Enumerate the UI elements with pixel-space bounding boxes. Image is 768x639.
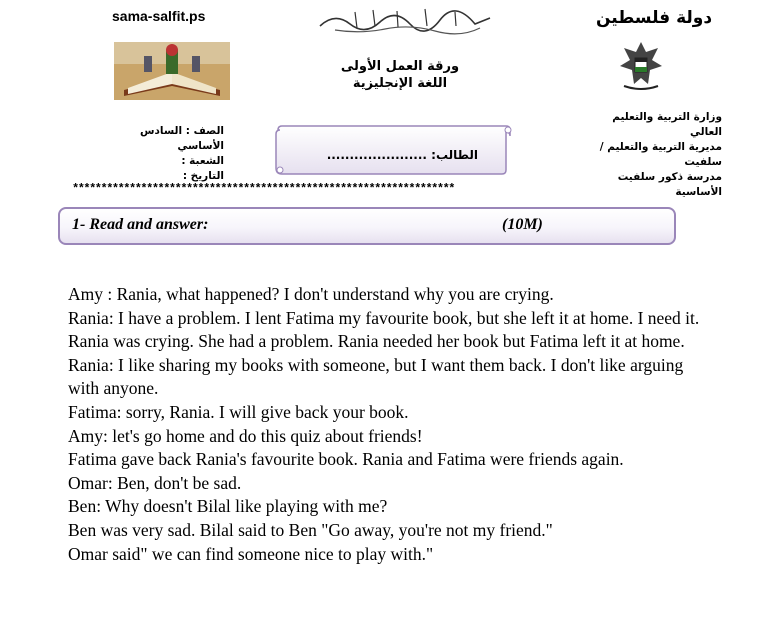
story-paragraph: Amy : Rania, what happened? I don't understand why you are crying. — [68, 284, 554, 304]
story-paragraph: Fatima: sorry, Rania. I will give back your book. — [68, 401, 409, 422]
country-name: دولة فلسطين — [596, 8, 713, 28]
question-title: 1- Read and answer: — [72, 216, 209, 233]
basmala-calligraphy — [315, 6, 495, 36]
student-blank: ...................... — [326, 148, 427, 162]
story-paragraph: Fatima gave back Rania's favourite book. Rania and Fatima were friends again. — [68, 449, 624, 470]
school-line: مدرسة ذكور سلفيت الأساسية — [617, 171, 722, 198]
student-label: الطالب: — [431, 148, 478, 162]
ministry-line: وزارة التربية والتعليم العالي — [612, 111, 722, 138]
story-paragraph: Ben was very sad. Bilal said to Ben "Go away, you're not my friend." — [68, 519, 553, 540]
books-logo — [114, 42, 230, 100]
class-info — [92, 124, 224, 184]
story-paragraph: Rania: I have a problem. I lent Fatima my favourite book, but she left it at home. I need it. — [68, 307, 700, 328]
student-name-field — [300, 148, 478, 162]
story-paragraph: Omar: Ben, don't be sad. — [68, 472, 242, 493]
story-paragraph: Ben: Why doesn't Bilal like playing with me? — [68, 496, 388, 517]
ministry-info — [580, 110, 722, 200]
date-line: التاريخ : — [182, 170, 224, 182]
story-text — [68, 283, 718, 566]
story-paragraph: Rania was crying. She had a problem. Rania needed her book but Fatima left it at home. — [68, 331, 685, 352]
palestine-emblem — [612, 38, 670, 92]
section-line: الشعبة : — [181, 155, 224, 167]
story-paragraph: Amy: let's go home and do this quiz about friends! — [68, 425, 423, 446]
directorate-line: مديرية التربية والتعليم / سلفيت — [599, 141, 722, 168]
story-paragraph: Omar said" we can find someone nice to play with." — [68, 543, 434, 564]
website-name: sama-salfit.ps — [112, 8, 206, 24]
question-marks: (10M) — [502, 216, 543, 233]
story-paragraph: Rania: I like sharing my books with someone, but I want them back. I don't like arguing with anyone. — [68, 354, 684, 399]
grade-line: الصف : السادس الأساسي — [140, 125, 224, 152]
subject-title: اللغة الإنجليزية — [352, 76, 448, 91]
worksheet-title: ورقة العمل الأولى — [340, 59, 460, 74]
worksheet-title-block — [340, 58, 460, 92]
separator-line: ******************************************************************* — [72, 182, 454, 196]
